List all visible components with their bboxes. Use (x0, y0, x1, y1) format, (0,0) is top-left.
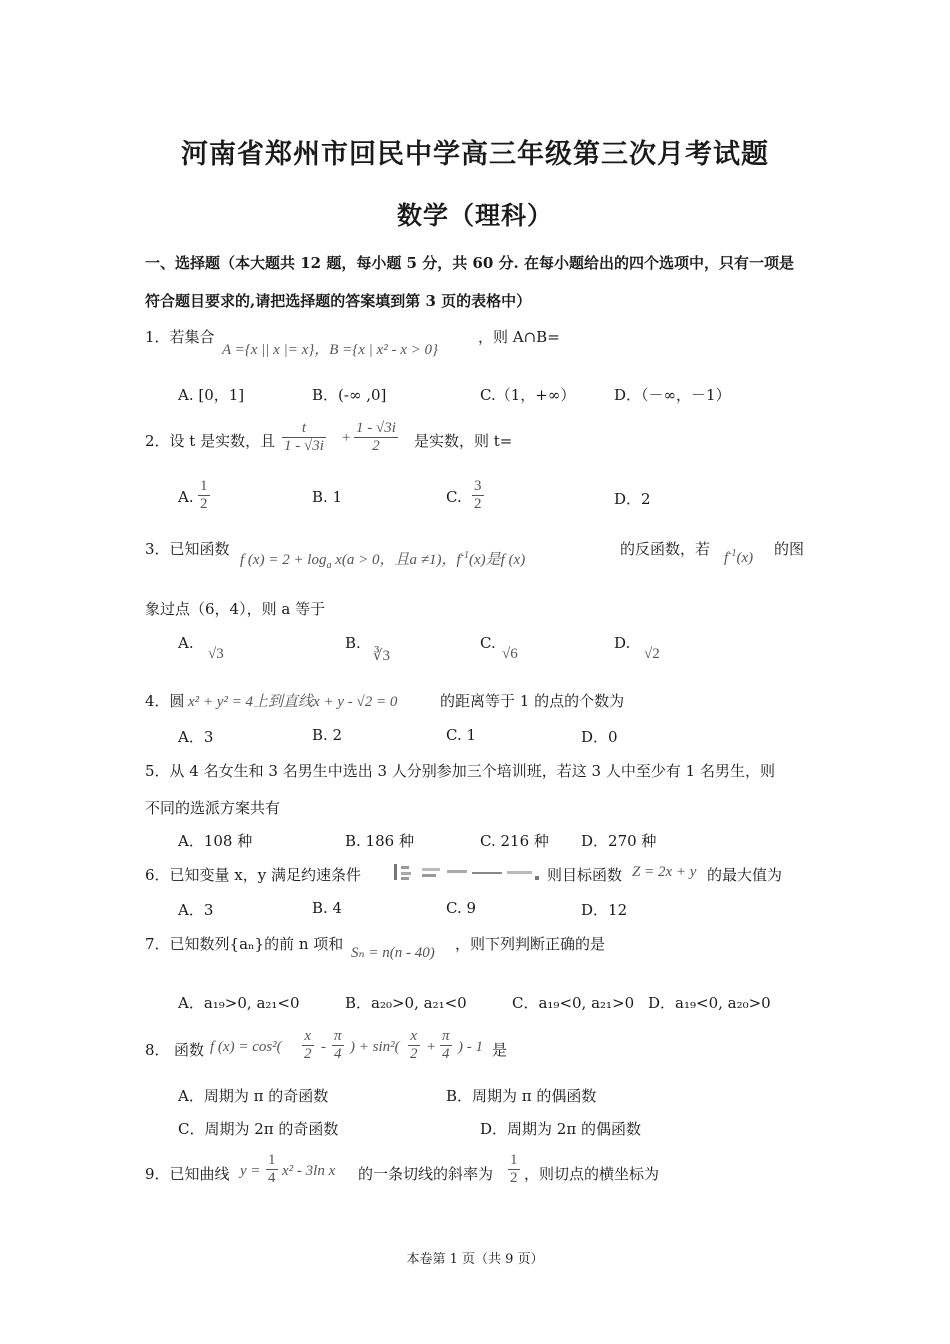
q8-option-d: D．周期为 2π 的偶函数 (480, 1120, 641, 1138)
q8-fraction-b-num: π (334, 1028, 342, 1044)
q8-fraction-a (302, 1028, 314, 1063)
q8-stem: 函数 (174, 1041, 205, 1059)
q3-expr-part3: (x)是f (x) (469, 552, 526, 568)
q6-objective-expression: Z = 2x + y (632, 864, 697, 880)
section-instructions-line1: 一、选择题（本大题共 12 题，每小题 5 分，共 60 分. 在每小题给出的四个选项中，只有一项是 (145, 254, 794, 272)
q7-option-b: B．a₂₀>0, a₂₁<0 (345, 994, 467, 1012)
exam-subtitle: 数学（理科） (396, 201, 553, 230)
q5-option-c: C. 216 种 (480, 832, 549, 850)
q3-expr-part1: f (x) = 2 + log (240, 552, 327, 568)
q2-option-c-num: 3 (474, 478, 482, 494)
q3-option-b: B. (345, 634, 361, 652)
q8-fraction-b (332, 1028, 344, 1063)
q3-option-a: A. (178, 634, 194, 652)
q2-option-a-num: 1 (200, 478, 208, 494)
q4-option-a: A．3 (178, 728, 214, 746)
q8-plus: + (427, 1039, 436, 1055)
q2-stem: 2．设 t 是实数，且 (145, 432, 276, 450)
q9-stem: 9．已知曲线 (145, 1165, 230, 1183)
q9-expr-part1: y = (240, 1163, 261, 1179)
q3-inverse-expression (724, 548, 753, 567)
q8-option-c: C．周期为 2π 的奇函数 (178, 1120, 339, 1138)
q4-option-d: D．0 (581, 728, 618, 746)
q8-fraction-c-num: x (408, 1028, 420, 1046)
q4-expression: x² + y² = 4上到直线x + y - √2 = 0 (188, 694, 398, 710)
q2-fraction-1-num: t (282, 420, 326, 438)
q9-stem-tail: ，则切点的横坐标为 (524, 1165, 660, 1183)
q6-stem: 6．已知变量 x，y 满足约速条件 (145, 866, 362, 884)
q8-fraction-c (408, 1028, 420, 1063)
q2-plus: + (342, 430, 351, 446)
q7-sum-expression: Sₙ = n(n - 40) (351, 945, 435, 961)
q2-option-a-fraction (198, 478, 210, 513)
q3-function-expression (240, 548, 525, 571)
q6-option-a: A．3 (178, 901, 214, 919)
section-instructions-line2: 符合题目要求的,请把选择题的答案填到第 3 页的表格中） (145, 292, 532, 310)
exam-title: 河南省郑州市回民中学高三年级第三次月考试题 (181, 139, 769, 170)
q4-option-c: C. 1 (446, 726, 477, 744)
q8-stem-tail: 是 (492, 1041, 508, 1059)
q2-option-d: D．2 (614, 490, 651, 508)
q9-slope-fraction (508, 1152, 520, 1187)
q5-option-a: A．108 种 (178, 832, 253, 850)
q3-stem-mid: 的反函数，若 (620, 540, 711, 558)
q8-number: 8． (145, 1041, 170, 1059)
q3-option-a-value: √3 (208, 646, 224, 662)
q1-option-b: B．(-∞ ,0] (312, 386, 387, 404)
q4-stem-tail: 的距离等于 1 的点的个数为 (440, 692, 625, 710)
q7-option-c: C．a₁₉<0, a₂₁>0 (512, 994, 635, 1012)
q8-fraction-a-den: 2 (304, 1046, 312, 1062)
q9-stem-mid: 的一条切线的斜率为 (358, 1165, 494, 1183)
q2-option-a-den: 2 (200, 496, 208, 512)
q8-fraction-d (440, 1028, 452, 1063)
q5-stem-line2: 不同的选派方案共有 (145, 799, 281, 817)
q3-stem: 3．已知函数 (145, 540, 230, 558)
q2-option-c-fraction (472, 478, 484, 513)
q1-stem-tail: ，则 A∩B= (478, 328, 560, 346)
q8-fraction-c-den: 2 (410, 1046, 418, 1062)
q6-stem-tail: 的最大值为 (707, 866, 783, 884)
q2-fraction-2-num: 1 - √3i (356, 420, 396, 436)
q5-stem-line1: 5．从 4 名女生和 3 名男生中选出 3 人分别参加三个培训班，若这 3 人中至少有 1 名男生，则 (145, 762, 775, 780)
q8-fraction-d-den: 4 (442, 1046, 450, 1062)
q9-coefficient-fraction (266, 1152, 278, 1187)
q3-expr-part2: x(a > 0，且a ≠1)，f (331, 552, 461, 568)
q4-option-b: B. 2 (312, 726, 343, 744)
q1-option-a: A. [0，1] (178, 386, 245, 404)
q3-expr-part5: (x) (736, 550, 754, 566)
q3-inverse-sup: -1 (460, 550, 469, 561)
q7-option-a: A．a₁₉>0, a₂₁<0 (178, 994, 300, 1012)
q3-option-c: C. (480, 634, 496, 652)
q8-fraction-d-num: π (442, 1028, 450, 1044)
q2-stem-tail: 是实数，则 t= (414, 432, 513, 450)
q8-expr-part3: ) - 1 (458, 1039, 483, 1055)
page-footer: 本卷第 1 页（共 9 页） (406, 1252, 544, 1267)
q6-constraint-system-image (392, 862, 542, 882)
q5-option-d: D．270 种 (581, 832, 657, 850)
q2-fraction-1-den: 1 - √3i (284, 438, 324, 454)
q8-expr-part1: f (x) = cos²( (210, 1039, 282, 1055)
q8-option-b: B．周期为 π 的偶函数 (446, 1087, 597, 1105)
q9-coefficient-num: 1 (268, 1152, 276, 1168)
q3-option-b-value: ∛3 (373, 648, 391, 664)
q1-option-c: C.（1，+∞） (480, 386, 576, 404)
q3-stem-line2: 象过点（6，4），则 a 等于 (145, 600, 326, 618)
q3-inverse-sup2: -1 (728, 548, 737, 559)
q2-option-b: B. 1 (312, 488, 343, 506)
q9-slope-den: 2 (510, 1170, 518, 1186)
q3-option-d: D. (614, 634, 631, 652)
q4-stem: 4．圆 (145, 692, 185, 710)
q8-option-a: A．周期为 π 的奇函数 (178, 1087, 329, 1105)
q3-option-d-value: √2 (644, 646, 660, 662)
q2-option-a: A. (178, 488, 194, 506)
q8-fraction-b-den: 4 (334, 1046, 342, 1062)
q7-stem: 7．已知数列{aₙ}的前 n 项和 (145, 935, 344, 953)
q8-minus: - (321, 1039, 326, 1055)
q6-option-b: B. 4 (312, 899, 343, 917)
q3-option-c-value: √6 (502, 646, 518, 662)
q9-slope-num: 1 (510, 1152, 518, 1168)
q3-expr-part4: f (724, 550, 729, 566)
q6-option-c: C. 9 (446, 899, 477, 917)
q8-expr-part2: ) + sin²( (350, 1039, 400, 1055)
q2-option-c-den: 2 (474, 496, 482, 512)
q2-fraction-1 (282, 420, 326, 455)
q7-stem-tail: ，则下列判断正确的是 (455, 935, 606, 953)
q1-stem: 1．若集合 (145, 328, 215, 346)
q9-coefficient-den: 4 (268, 1170, 276, 1186)
q3-stem-tail: 的图 (774, 540, 805, 558)
q1-option-d: D．（－∞，－1） (614, 386, 731, 404)
q5-option-b: B. 186 种 (345, 832, 414, 850)
q7-option-d: D．a₁₉<0, a₂₀>0 (648, 994, 771, 1012)
q1-set-expression: A ={x || x |= x}，B ={x | x² - x > 0} (222, 342, 438, 358)
q3-log-base: a (326, 560, 332, 571)
q6-option-d: D．12 (581, 901, 628, 919)
q2-option-c: C. (446, 488, 462, 506)
q2-fraction-2 (354, 420, 398, 455)
q8-fraction-a-num: x (302, 1028, 314, 1046)
q6-stem-mid: 则目标函数 (547, 866, 623, 884)
q2-fraction-2-den: 2 (372, 438, 380, 454)
q9-expr-part2: x² - 3ln x (282, 1163, 336, 1179)
